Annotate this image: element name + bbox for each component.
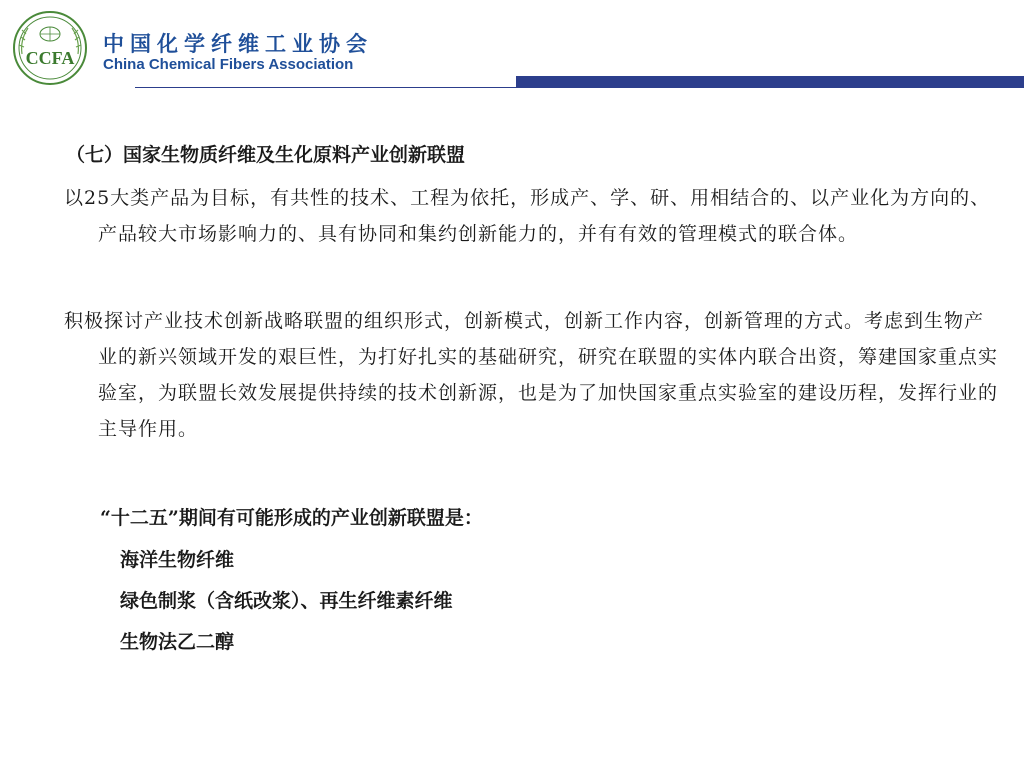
alliance-list	[120, 545, 453, 668]
svg-text:CCFA: CCFA	[25, 48, 75, 68]
org-name-cn: 中国化学纤维工业协会	[103, 32, 373, 56]
list-item: 生物法乙二醇	[120, 631, 235, 653]
paragraph-goal: 以25大类产品为目标，有共性的技术、工程为依托，形成产、学、研、用相结合的、以产业化为方向的、产品较大市场影响力的、具有协同和集约创新能力的，并有有效的管理模式的联合体。	[64, 187, 991, 245]
org-name-en: China Chemical Fibers Association	[103, 56, 354, 73]
alliance-subheading: “十二五”期间有可能形成的产业创新联盟是：	[100, 507, 483, 529]
section-title: （七）国家生物质纤维及生化原料产业创新联盟	[66, 144, 466, 166]
list-item: 海洋生物纤维	[120, 549, 235, 571]
list-item: 绿色制浆（含纸改浆）、再生纤维素纤维	[120, 590, 453, 612]
paragraph-approach: 积极探讨产业技术创新战略联盟的组织形式，创新模式，创新工作内容，创新管理的方式。考虑到生物产业的新兴领域开发的艰巨性，为打好扎实的基础研究，研究在联盟的实体内联合出资，筹建国家重点实验室，为联盟长效发展提供持续的技术创新源，也是为了加快国家重点实验室的建设历程，发挥行业的主导作用。	[64, 310, 999, 440]
